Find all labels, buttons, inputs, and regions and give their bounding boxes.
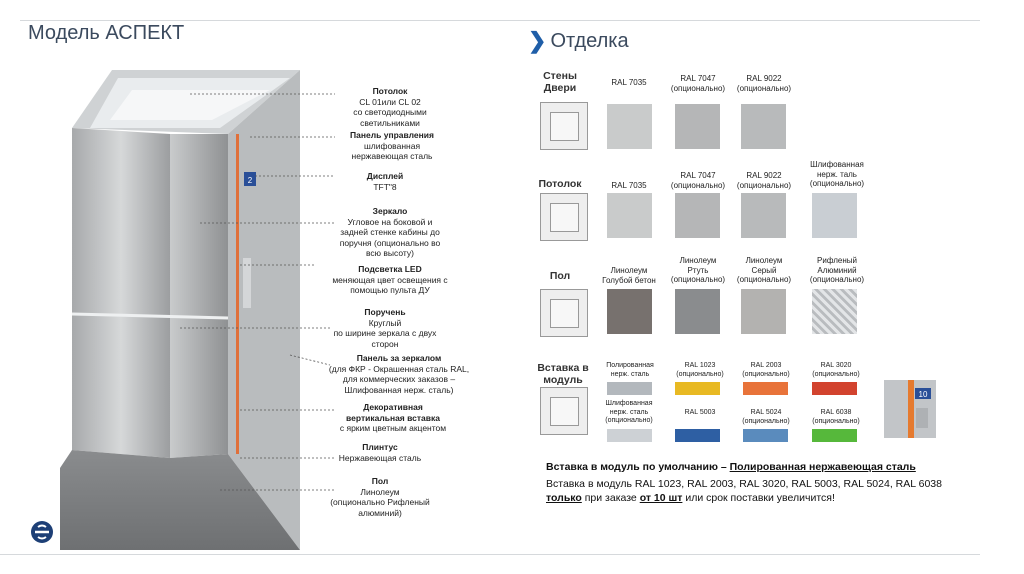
page-title: Модель АСПЕКТ (28, 22, 185, 44)
insert-caption: Полированная нерж. сталь (606, 362, 654, 378)
insert-photo-display: 10 (918, 390, 928, 399)
label-mirror: Зеркало Угловое на боковой и задней стенке кабины до поручня (опционально во всю высоту) (339, 206, 441, 258)
insert-brushed-steel[interactable] (607, 429, 652, 442)
section-title: Отделка (550, 29, 629, 52)
insert-ral-3020[interactable] (812, 382, 857, 395)
note-default-insert: Вставка в модуль по умолчанию – Полированная нержавеющая сталь (546, 461, 916, 473)
insert-ral-5003[interactable] (675, 429, 720, 442)
insert-caption: RAL 2003 (опционально) (742, 362, 790, 378)
swatch-brushed-steel-ceiling[interactable] (812, 193, 857, 238)
swatch-linoleum-grey[interactable] (741, 289, 786, 334)
swatch-ral-9022-ceiling[interactable] (741, 193, 786, 238)
bottom-rule (0, 554, 980, 555)
insert-ral-2003[interactable] (743, 382, 788, 395)
swatch-linoleum-blue-concrete[interactable] (607, 289, 652, 334)
swatch-ral-7047-walls[interactable] (675, 104, 720, 149)
insert-ral-5024[interactable] (743, 429, 788, 442)
swatch-caption: RAL 9022 (опционально) (736, 171, 792, 190)
insert-caption: Шлифованная нерж. сталь (опционально) (605, 400, 653, 424)
label-control-panel: Панель управления шлифованная нержавеющая сталь (350, 130, 434, 161)
floor-icon (540, 289, 588, 337)
swatch-caption: Линолеум Ртуть (опционально) (670, 256, 726, 284)
company-logo (30, 520, 54, 544)
swatch-caption: RAL 7047 (опционально) (670, 171, 726, 190)
swatch-linoleum-mercury[interactable] (675, 289, 720, 334)
row-head-walls: Стены Двери (543, 70, 577, 94)
swatch-caption: RAL 7035 (611, 78, 647, 87)
label-handrail: Поручень Круглый по ширине зеркала с двух сторон (333, 307, 437, 349)
note-insert-options: Вставка в модуль RAL 1023, RAL 2003, RAL 3020, RAL 5003, RAL 5024, RAL 6038 только при заказе от 10 шт или срок поставки увеличится! (546, 478, 942, 504)
swatch-caption: RAL 7047 (опционально) (670, 74, 726, 93)
swatch-caption: RAL 9022 (опционально) (736, 74, 792, 93)
swatch-ral-7047-ceiling[interactable] (675, 193, 720, 238)
label-floor: Пол Линолеум (опционально Рифленый алюминий) (330, 476, 430, 518)
swatch-ral-9022-walls[interactable] (741, 104, 786, 149)
insert-photo (884, 380, 936, 438)
insert-caption: RAL 6038 (опционально) (812, 409, 860, 425)
insert-caption: RAL 5024 (опционально) (742, 409, 790, 425)
row-head-ceiling: Потолок (538, 178, 582, 190)
insert-caption: RAL 3020 (опционально) (812, 362, 860, 378)
swatch-caption: Линолеум Голубой бетон (602, 266, 656, 285)
insert-caption: RAL 1023 (опционально) (676, 362, 724, 378)
display-floor-number: 2 (247, 176, 253, 185)
swatch-checker-aluminium[interactable] (812, 289, 857, 334)
insert-polished-steel[interactable] (607, 382, 652, 395)
label-decorative-insert: Декоративная вертикальная вставка с ярким цветным акцентом (339, 402, 447, 433)
row-head-insert: Вставка в модуль (537, 362, 589, 386)
swatch-caption: Рифленый Алюминий (опционально) (809, 256, 865, 284)
insert-ral-1023[interactable] (675, 382, 720, 395)
label-led: Подсветка LED меняющая цвет освещения с помощью пульта ДУ (332, 264, 448, 295)
label-display: Дисплей TFT"8 (366, 171, 404, 192)
label-panel-behind-mirror: Панель за зеркалом (для ФКР - Окрашенная сталь RAL, для коммерческих заказов – Шлифованная нерж. сталь) (328, 353, 470, 395)
insert-caption: RAL 5003 (684, 409, 716, 416)
walls-icon (540, 102, 588, 150)
section-heading (528, 28, 629, 54)
chevron-right-icon: ❯ (528, 28, 547, 53)
top-rule (20, 20, 980, 21)
label-skirting: Плинтус Нержавеющая сталь (338, 442, 422, 463)
insert-icon (540, 387, 588, 435)
swatch-caption: Шлифованная нерж. таль (опционально) (809, 160, 865, 188)
row-head-floor: Пол (549, 270, 571, 282)
swatch-caption: Линолеум Серый (опционально) (736, 256, 792, 284)
swatch-ral-7035-ceiling[interactable] (607, 193, 652, 238)
insert-ral-6038[interactable] (812, 429, 857, 442)
ceiling-icon (540, 193, 588, 241)
swatch-ral-7035-walls[interactable] (607, 104, 652, 149)
swatch-caption: RAL 7035 (611, 181, 647, 190)
label-ceiling: Потолок CL 01или CL 02 со светодиодными светильниками (353, 86, 427, 128)
